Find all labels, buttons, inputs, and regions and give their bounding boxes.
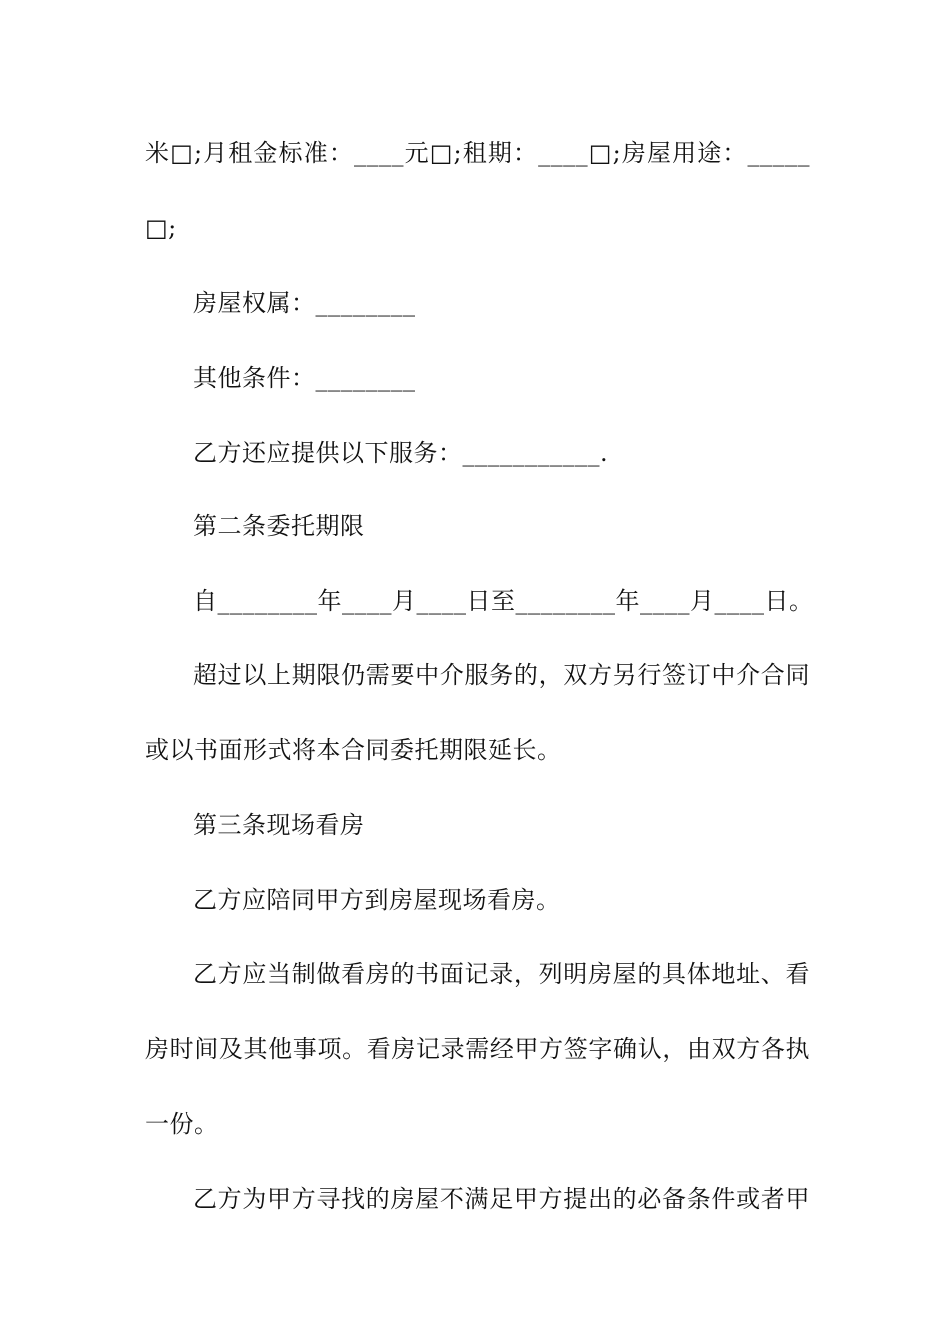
section-heading-article-2: 第二条委托期限 <box>193 512 365 540</box>
paragraph-line-rent-terms-end: □; <box>145 214 177 242</box>
term-dates-line: 自________年____月____日至________年____月____日。 <box>193 587 814 615</box>
paragraph-line-viewing-record: 乙方应当制做看房的书面记录，列明房屋的具体地址、看 <box>193 960 810 988</box>
paragraph-line-viewing: 乙方应陪同甲方到房屋现场看房。 <box>193 886 561 914</box>
paragraph-line-extension-end: 或以书面形式将本合同委托期限延长。 <box>145 736 562 764</box>
field-ownership: 房屋权属：________ <box>193 289 416 317</box>
paragraph-line-extension: 超过以上期限仍需要中介服务的，双方另行签订中介合同 <box>193 661 810 689</box>
section-heading-article-3: 第三条现场看房 <box>193 811 365 839</box>
paragraph-line-viewing-record-2: 房时间及其他事项。看房记录需经甲方签字确认，由双方各执 <box>145 1035 810 1063</box>
field-additional-services: 乙方还应提供以下服务：___________. <box>193 439 609 467</box>
paragraph-line-rent-terms: 米□;月租金标准：____元□;租期：____□;房屋用途：_____ <box>145 139 810 167</box>
field-other-conditions: 其他条件：________ <box>193 364 416 392</box>
paragraph-line-viewing-record-end: 一份。 <box>145 1110 219 1138</box>
paragraph-line-unsatisfied: 乙方为甲方寻找的房屋不满足甲方提出的必备条件或者甲 <box>193 1185 810 1213</box>
